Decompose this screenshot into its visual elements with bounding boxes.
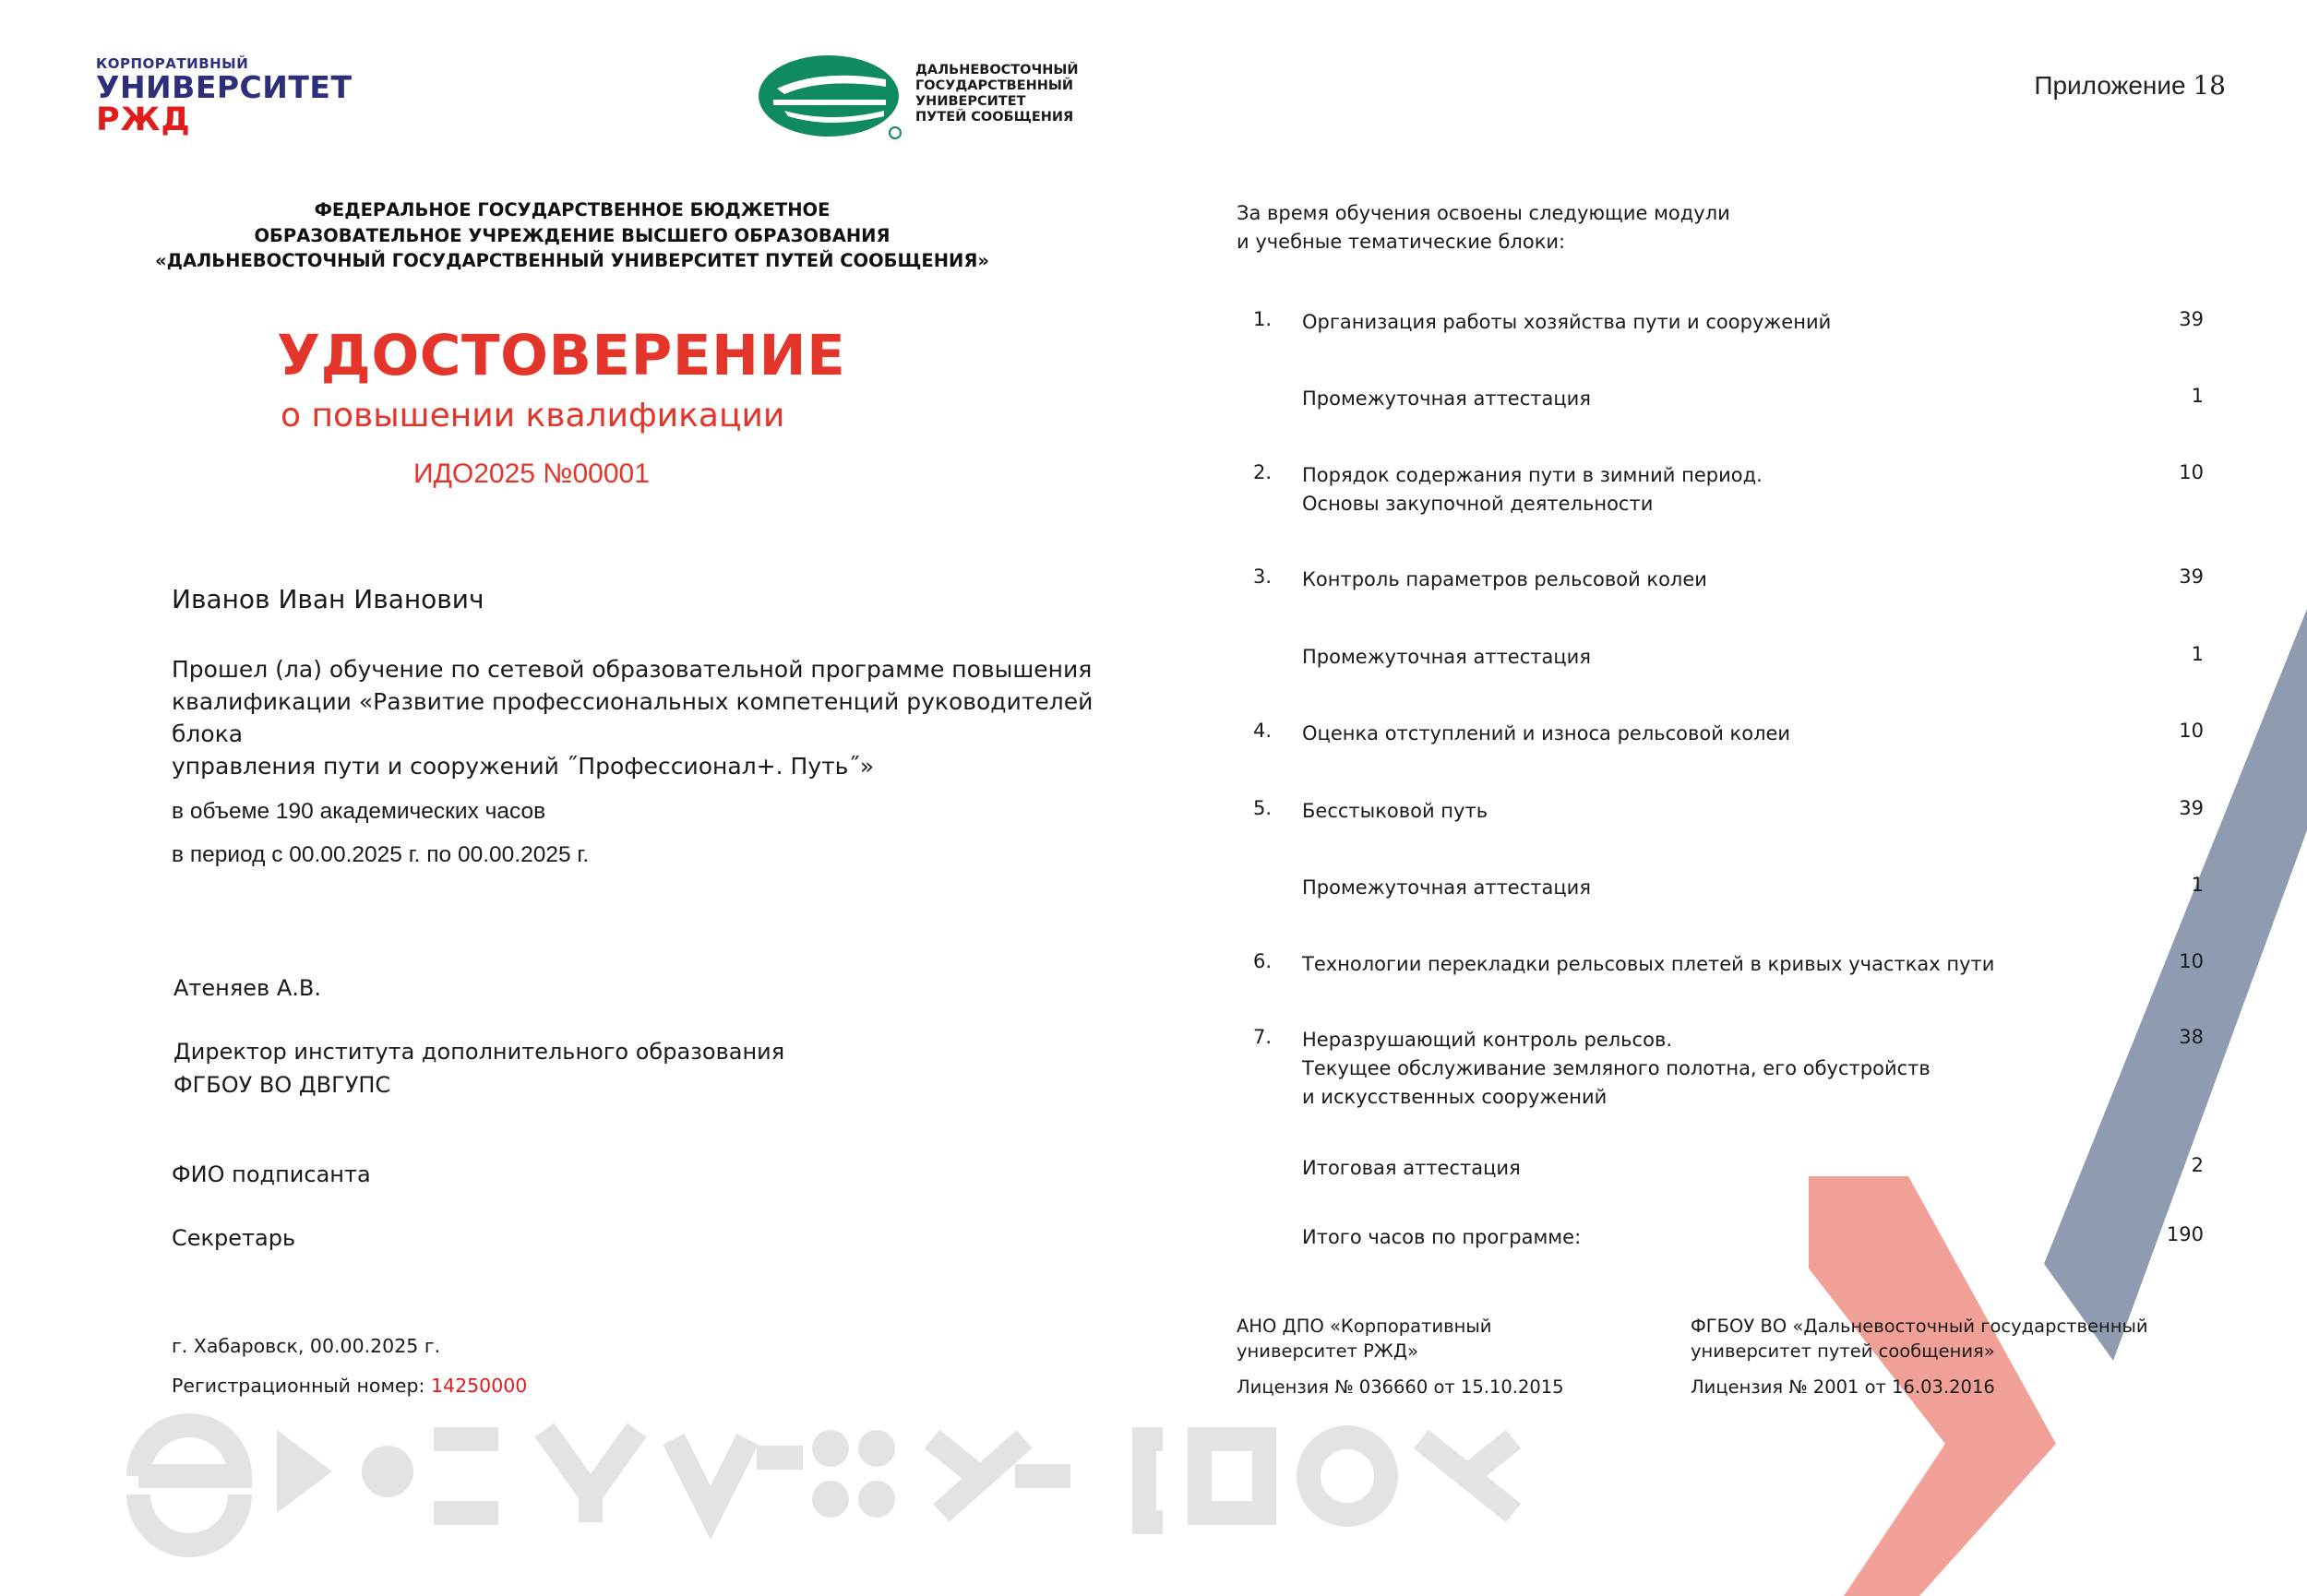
registration-number xyxy=(172,1375,527,1397)
module-number: 2. xyxy=(1253,461,1273,483)
module-title-line: Промежуточная аттестация xyxy=(1302,387,1591,410)
program-volume: в объеме 190 академических часов xyxy=(172,799,546,824)
module-title-line: Технологии перекладки рельсовых плетей в кривых участках пути xyxy=(1302,953,1995,975)
signer-position-line-1: Директор института дополнительного образования xyxy=(173,1039,785,1065)
dvgups-logo xyxy=(757,52,1079,144)
corporate-university-rzd-logo xyxy=(96,55,352,137)
module-title-line: Бесстыковой путь xyxy=(1302,800,1488,822)
module-title-line: Промежуточная аттестация xyxy=(1302,876,1591,899)
dvgups-logo-line-1: ДАЛЬНЕВОСТОЧНЫЙ xyxy=(915,63,1079,77)
logo-corp-big-text: УНИВЕРСИТЕТ xyxy=(96,69,353,105)
module-number: 1. xyxy=(1253,308,1273,330)
dvgups-logo-line-3: УНИВЕРСИТЕТ xyxy=(915,94,1026,109)
module-title-line: Основы закупочной деятельности xyxy=(1302,493,1654,515)
glyph-pattern xyxy=(138,1425,1513,1545)
program-description xyxy=(172,653,1150,782)
module-hours: 1 xyxy=(2191,385,2204,407)
module-title-line: Порядок содержания пути в зимний период. xyxy=(1302,464,1763,486)
module-title-line: Организация работы хозяйства пути и сооружений xyxy=(1302,311,1832,333)
registration-label: Регистрационный номер: xyxy=(172,1375,425,1397)
module-number: 3. xyxy=(1253,566,1273,588)
footer-right-org-line-1: ФГБОУ ВО «Дальневосточный государственный xyxy=(1691,1316,2148,1337)
module-hours: 2 xyxy=(2191,1154,2204,1176)
footer-left-license: Лицензия № 036660 от 15.10.2015 xyxy=(1237,1376,1564,1398)
module-title xyxy=(1302,797,1488,826)
module-title-line: Оценка отступлений и износа рельсовой колеи xyxy=(1302,722,1791,744)
logo-corp-small-text: КОРПОРАТИВНЫЙ xyxy=(96,55,249,72)
dvgups-logo-text xyxy=(915,63,1100,125)
module-hours: 1 xyxy=(2191,874,2204,896)
dvgups-logo-line-4: ПУТЕЙ СООБЩЕНИЯ xyxy=(915,110,1074,125)
module-title-line: Итого часов по программе: xyxy=(1302,1226,1582,1248)
certificate-subtitle: о повышении квалификации xyxy=(281,397,785,435)
certificate-serial-number: ИДО2025 №00001 xyxy=(413,459,650,489)
org-header-line-3: «ДАЛЬНЕВОСТОЧНЫЙ ГОСУДАРСТВЕННЫЙ УНИВЕРСИТЕТ ПУТЕЙ СООБЩЕНИЯ» xyxy=(155,250,989,271)
module-hours: 39 xyxy=(2179,308,2204,330)
appendix-number: 18 xyxy=(2193,70,2226,101)
student-full-name: Иванов Иван Иванович xyxy=(172,584,484,614)
appendix-text: Приложение xyxy=(2034,71,2186,100)
module-title-line: Итоговая аттестация xyxy=(1302,1157,1521,1179)
module-title xyxy=(1302,385,1591,413)
module-title-line: Текущее обслуживание земляного полотна, его обустройств xyxy=(1302,1057,1930,1079)
module-title-line: Неразрушающий контроль рельсов. xyxy=(1302,1029,1672,1051)
module-title xyxy=(1302,950,1994,979)
org-header-line-1: ФЕДЕРАЛЬНОЕ ГОСУДАРСТВЕННОЕ БЮДЖЕТНОЕ xyxy=(314,199,831,220)
program-line-2: квалификации «Развитие профессиональных компетенций руководителей блока xyxy=(172,688,1094,747)
organization-header xyxy=(138,197,1006,274)
modules-intro xyxy=(1237,199,1730,256)
footer-right-org-line-2: университет путей сообщения» xyxy=(1691,1340,1995,1362)
footer-left-organization xyxy=(1237,1314,1491,1364)
module-hours: 39 xyxy=(2179,797,2204,819)
module-hours: 39 xyxy=(2179,566,2204,588)
module-hours: 10 xyxy=(2179,950,2204,972)
module-title xyxy=(1302,1026,1930,1112)
module-hours: 10 xyxy=(2179,720,2204,742)
dvgups-logo-line-2: ГОСУДАРСТВЕННЫЙ xyxy=(915,78,1074,93)
module-number: 7. xyxy=(1253,1026,1273,1048)
program-period: в период с 00.00.2025 г. по 00.00.2025 г. xyxy=(172,842,590,867)
module-number: 4. xyxy=(1253,720,1273,742)
module-hours: 190 xyxy=(2166,1223,2204,1245)
city-and-date: г. Хабаровск, 00.00.2025 г. xyxy=(172,1335,441,1357)
module-title xyxy=(1302,461,1763,518)
module-title xyxy=(1302,308,1831,337)
module-title xyxy=(1302,1154,1521,1183)
registration-value: 14250000 xyxy=(430,1375,528,1397)
modules-intro-line-2: и учебные тематические блоки: xyxy=(1237,231,1566,253)
secretary-label: Секретарь xyxy=(172,1225,296,1251)
footer-right-organization xyxy=(1691,1314,2148,1364)
signer-fio-placeholder: ФИО подписанта xyxy=(172,1161,371,1187)
module-title-line: Контроль параметров рельсовой колеи xyxy=(1302,568,1707,590)
appendix-label xyxy=(2034,70,2226,101)
module-title-line: Промежуточная аттестация xyxy=(1302,646,1591,668)
footer-left-org-line-1: АНО ДПО «Корпоративный xyxy=(1237,1316,1492,1337)
module-title xyxy=(1302,643,1591,672)
module-title-line: и искусственных сооружений xyxy=(1302,1086,1608,1108)
program-line-3: управления пути и сооружений ˝Профессионал+. Путь˝» xyxy=(172,753,875,780)
signer-name: Атеняев А.В. xyxy=(173,975,321,1001)
module-hours: 38 xyxy=(2179,1026,2204,1048)
program-line-1: Прошел (ла) обучение по сетевой образовательной программе повышения xyxy=(172,656,1093,683)
slate-diagonal-band xyxy=(2044,609,2307,1361)
certificate-title: УДОСТОВЕРЕНИЕ xyxy=(277,323,846,388)
logo-corp-rzd-text: РЖД xyxy=(96,101,191,138)
org-header-line-2: ОБРАЗОВАТЕЛЬНОЕ УЧРЕЖДЕНИЕ ВЫСШЕГО ОБРАЗОВАНИЯ xyxy=(254,224,891,246)
dvgups-emblem-icon xyxy=(757,52,904,140)
module-number: 6. xyxy=(1253,950,1273,972)
signer-position-line-2: ФГБОУ ВО ДВГУПС xyxy=(173,1072,391,1098)
module-title xyxy=(1302,720,1790,748)
footer-right-license: Лицензия № 2001 от 16.03.2016 xyxy=(1691,1376,1995,1398)
module-hours: 1 xyxy=(2191,643,2204,665)
module-number: 5. xyxy=(1253,797,1273,819)
modules-intro-line-1: За время обучения освоены следующие модули xyxy=(1237,202,1730,224)
module-hours: 10 xyxy=(2179,461,2204,483)
footer-left-org-line-2: университет РЖД» xyxy=(1237,1340,1419,1362)
module-title xyxy=(1302,1223,1581,1252)
module-title xyxy=(1302,874,1591,902)
module-title xyxy=(1302,566,1707,594)
